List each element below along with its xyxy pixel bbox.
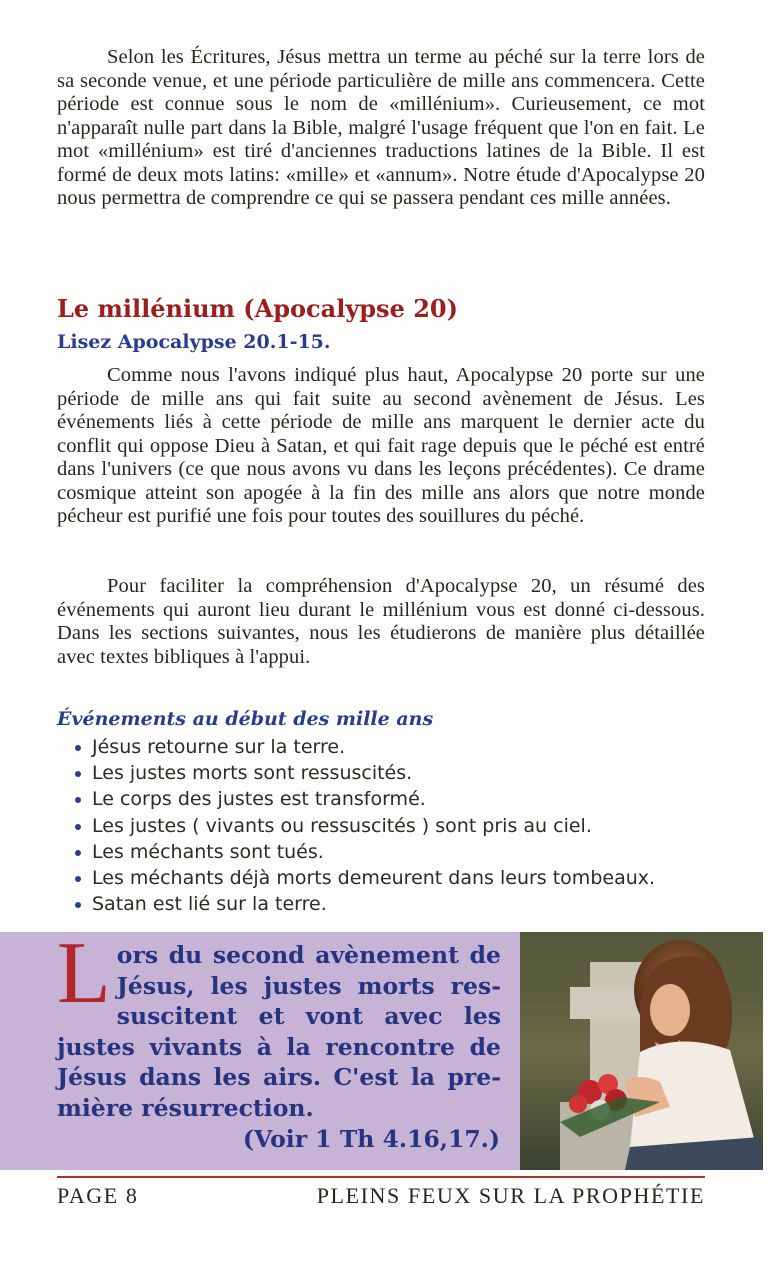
drop-cap: L: [57, 925, 111, 1022]
callout-body: ors du second avènement de Jésus, les justes morts ressuscitent et vont avec les justes vivants à la rencontre de Jésus dans les airs. C'est la première résurrection.: [57, 941, 501, 1122]
list-item: Les méchants sont tués.: [74, 839, 655, 865]
callout-text: [57, 925, 501, 1124]
section-heading: Le millénium (Apocalypse 20): [57, 294, 458, 323]
reading-reference: Lisez Apocalypse 20.1-15.: [57, 331, 331, 353]
book-title: PLEINS FEUX SUR LA PROPHÉTIE: [316, 1183, 705, 1208]
woman-at-grave-photo: [520, 932, 763, 1170]
events-title: Événements au début des mille ans: [57, 708, 434, 730]
page-number: PAGE 8: [57, 1183, 139, 1208]
list-item: Les justes ( vivants ou ressuscités ) sont pris au ciel.: [74, 813, 655, 839]
intro-paragraph: Selon les Écritures, Jésus mettra un terme au péché sur la terre lors de sa seconde venue, et une période particulière de mille ans commencera. Cette période est connue sous le nom de «millénium». Curieusement, ce mot n'apparaît nulle part dans la Bible, malgré l'usage fréquent que l'on en fait. Le mot «millénium» est tiré d'anciennes traductions latines de la Bible. Il est formé de deux mots latins: «mille» et «annum». Notre étude d'Apocalypse 20 nous permettra de comprendre ce qui se passera pendant ces mille années.: [57, 46, 705, 209]
events-list: [74, 734, 655, 917]
list-item: Satan est lié sur la terre.: [74, 891, 655, 917]
list-item: Les méchants déjà morts demeurent dans leurs tombeaux.: [74, 865, 655, 891]
list-item: Le corps des justes est transformé.: [74, 786, 655, 812]
body-paragraph-1: Comme nous l'avons indiqué plus haut, Apocalypse 20 porte sur une période de mille ans qui fait suite au second avènement de Jésus. Les événements liés à cette période de mille ans marquent le dernier acte du conflit qui oppose Dieu à Satan, et qui fait rage depuis que le péché est entré dans l'univers (ce que nous avons vu dans les leçons précédentes). Ce drame cosmique atteint son apogée à la fin des mille ans alors que notre monde pécheur est purifié une fois pour toutes des souillures du péché.: [57, 364, 705, 527]
list-item: Jésus retourne sur la terre.: [74, 734, 655, 760]
footer-rule: [57, 1176, 705, 1178]
body-paragraph-2: Pour faciliter la compréhension d'Apocalypse 20, un résumé des événements qui auront lieu durant le millénium vous est donné ci-dessous. Dans les sections suivantes, nous les étudierons de manière plus détaillée avec textes bibliques à l'appui.: [57, 575, 705, 668]
callout-reference: (Voir 1 Th 4.16,17.): [242, 1125, 500, 1153]
list-item: Les justes morts sont ressuscités.: [74, 760, 655, 786]
